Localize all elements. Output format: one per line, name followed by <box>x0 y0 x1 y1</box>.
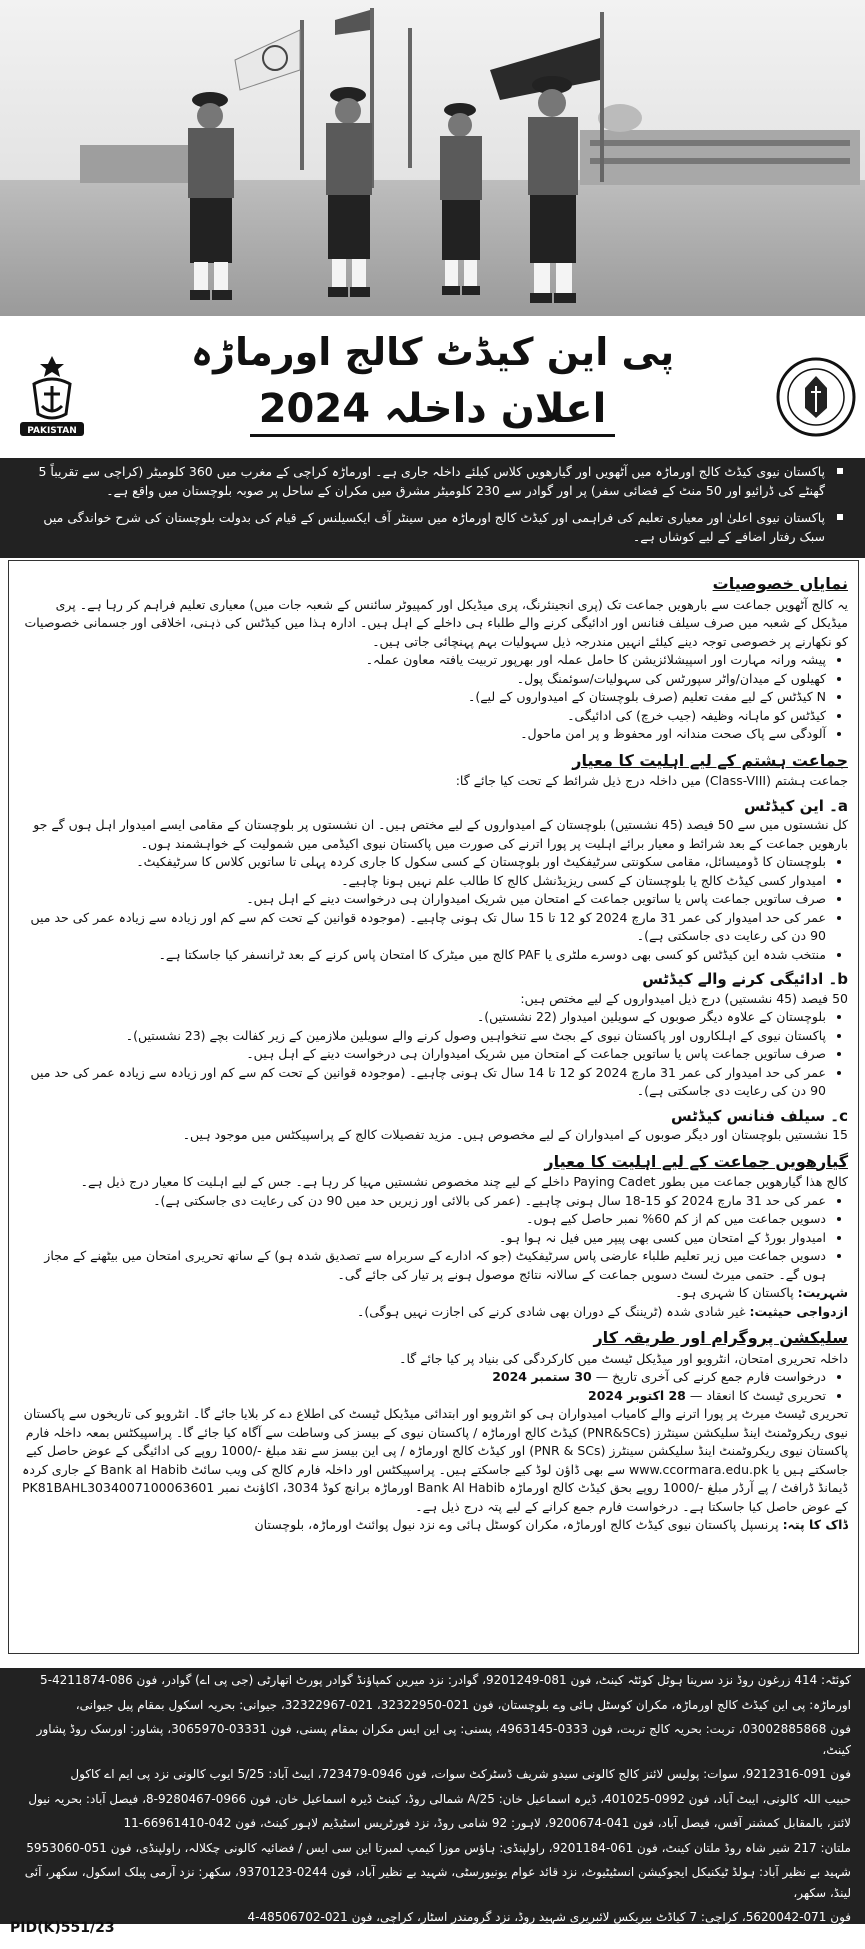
footer-line: کسی بھی قسم کی معلومات کے لیے رابطہ نمبرز 021-32322950، 021-32322967 <box>420 1934 851 1949</box>
date-value: 28 اکتوبر 2024 <box>588 1387 686 1403</box>
title-section <box>0 316 865 458</box>
list-item: • پیشہ ورانہ مہارت اور اسپیشلائزیشن کا حامل عملہ اور بھرپور تربیت یافتہ معاون عملہ۔ <box>19 651 826 670</box>
features-list <box>19 651 848 744</box>
pakistan-navy-logo-icon <box>14 350 90 440</box>
pid-number: PID(K)551/23 <box>10 1920 115 1936</box>
list-item: • N کیڈٹس کے لیے مفت تعلیم (صرف بلوچستان کے امیدواروں کے لیے)۔ <box>19 688 826 707</box>
footer-line: فون 071-5620042، کراچی: 7 کیاڈٹ بیریکس لائبریری شہید روڈ، نزد گرومندر اسٹار، کراچی، فون 021-48506702-4 <box>247 1910 851 1924</box>
list-item: • عمر کی حد امیدوار کی عمر 31 مارچ 2024 کو 12 تا 15 سال تک ہونی چاہیے۔ (موجودہ قوانین کے تحت کم سے کم اور زیادہ سے زیادہ عمر کی حد میں 90 دن کی رعایت دی جاسکتی ہے)۔ <box>19 909 826 946</box>
footer-line: ملتان: 217 شیر شاہ روڈ ملتان کینٹ، فون 061-9201184، راولپنڈی: ہاؤس موزا کیمپ لمبرتا این سی ایس / فضائیہ کالونی چکلالہ، راولپنڈی، فون 051-5953060 <box>26 1840 851 1855</box>
list-item: • پاکستان نیوی کے اہلکاروں اور پاکستان نیوی کے بجٹ سے تنخواہیں وصول کرنے والے سویلین ملازمین کے زیر کفالت بچے (23 نشستیں)۔ <box>19 1027 826 1046</box>
intro-paragraph: پاکستان نیوی کیڈٹ کالج اورماڑہ میں آٹھویں اور گیارھویں کلاس کیلئے داخلہ جاری ہے۔ اورماڑہ کراچی کے مغرب میں 360 کلومیٹر (کراچی سے تقریباً 5 گھنٹے کی ڈرائیو اور 50 منٹ کے فضائی سفر) پر اور گوادر سے 230 کلومیٹر مشرق میں مکران کے ساحل پر صوبہ بلوچستان میں واقع ہے۔ <box>0 458 865 504</box>
footer-line: فون 03002885868، تربت: بحریہ کالج تربت، فون 0333-4963145، پسنی: پی این ایس مکران بمقام پسنی، فون 03331-3065970، پشاور: اورسک روڈ پشاور کینٹ، <box>36 1722 851 1757</box>
page-title: پی این کیڈٹ کالج اورماڑہ <box>190 330 675 374</box>
address-value: پرنسپل پاکستان نیوی کیڈٹ کالج اورماڑہ، مکران کوسٹل ہائی وے نزد نیول پوائنٹ اورماڑہ، بلوچستان <box>254 1517 779 1532</box>
date-label: درخواست فارم جمع کرنے کی آخری تاریخ <box>612 1369 826 1384</box>
class8-a-list <box>19 853 848 964</box>
list-item: • دسویں جماعت میں زیر تعلیم طلباء عارضی پاس سرٹیفکیٹ (جو کہ ادارے کے سربراہ سے تصدیق شدہ ہو) کے ساتھ تحریری امتحان میں بیٹھنے کے مجاز ہوں گے۔ حتمی میرٹ لسٹ دسویں جماعت کے سالانہ نتائج موصول ہونے پر تیار کی جائے گی۔ <box>19 1247 826 1284</box>
college-crest-icon <box>775 356 857 438</box>
logo-left-text: PAKISTAN <box>27 426 77 436</box>
selection-heading: سلیکشن پروگرام اور طریقہ کار <box>593 1328 848 1347</box>
footer-line: کوئٹہ: 414 زرغون روڈ نزد سرینا ہوٹل کوئٹہ کینٹ، فون 081-9201249، گوادر: نزد میرین کمپاؤنڈ گوادر پورٹ اتھارٹی (جی پی اے) گوادر، فون 086-4211874-5 <box>40 1673 851 1687</box>
citizenship-value: پاکستان کا شہری ہو۔ <box>675 1285 794 1300</box>
list-item: • صرف ساتویں جماعت پاس یا ساتویں جماعت کے امتحان میں شریک امیدواران ہی درخواست دینے کے اہل ہیں۔ <box>19 1045 826 1064</box>
list-item: • آلودگی سے پاک صحت مندانہ اور محفوظ و پر امن ماحول۔ <box>19 725 826 744</box>
footer-line: شہید بے نظیر آباد: ہولڈ ٹیکنیکل ایجوکیشن انسٹیٹیوٹ، نزد قائد عوام یونیورسٹی، شہید بے نظیر آباد، فون 0244-9370123، سکھر: نزد آرمی پبلک اسکول، سکھر، آئی لینڈ، سکھر، <box>24 1865 851 1900</box>
intro-paragraph: پاکستان نیوی اعلیٰ اور معیاری تعلیم کی فراہمی اور کیڈٹ کالج اورماڑہ میں سینٹر آف ایکسیلنس کے قیام کی بدولت بلوچستان کی شرح خواندگی میں سبک رفتار اضافے کے لیے کوشاں ہے۔ <box>0 504 865 550</box>
footer-line: لائنز، بالمقابل کمشنر آفس، فیصل آباد، فون 041-9200674، لاہور: 92 شامی روڈ، نزد فورٹریس اسٹیڈیم لاہور کینٹ، فون 042-66961410-11 <box>123 1816 851 1830</box>
list-item: • کھیلوں کے میدان/واٹر سپورٹس کی سہولیات/سوئمنگ پول۔ <box>19 670 826 689</box>
footer-line: اورماڑہ: پی این کیڈٹ کالج اورماڑہ، مکران کوسٹل ہائی وے بلوچستان، فون 021-32322950، 021-32322967، جیوانی: بحریہ اسکول بمقام پیل جیوانی، <box>75 1697 851 1712</box>
date-item: • تحریری ٹیسٹ کا انعقاد — 28 اکتوبر 2024 <box>19 1387 826 1406</box>
footer-line: حبیب اللہ کالونی، ایبٹ آباد، فون 0992-401025، ڈیرہ اسماعیل خان: 25/A شمالی روڈ، کینٹ ڈیرہ اسماعیل خان، فون 0966-9280467-8، فیصل آباد: بحریہ نیول <box>28 1791 851 1806</box>
list-item: • عمر کی حد امیدوار کی عمر 31 مارچ 2024 کو 12 تا 14 سال تک ہونی چاہیے۔ (موجودہ قوانین کے تحت کم سے کم اور زیادہ سے زیادہ عمر کی حد میں 90 دن کی رعایت دی جاسکتی ہے)۔ <box>19 1064 826 1101</box>
address-label: ڈاک کا پتہ: <box>782 1517 848 1532</box>
class8-c-text: 15 نشستیں بلوچستان اور دیگر صوبوں کے امیدواران کے لیے مخصوص ہیں۔ مزید تفصیلات کالج کے پراسپیکٹس میں موجود ہیں۔ <box>182 1127 848 1142</box>
page-subtitle: اعلان داخلہ 2024 <box>250 386 615 437</box>
list-item: • امیدوار کسی کیڈٹ کالج یا بلوچستان کے کسی ریزیڈنشل کالج کا طالب علم نہیں ہونا چاہیے۔ <box>19 872 826 891</box>
selection-lead: داخلہ تحریری امتحان، انٹرویو اور میڈیکل ٹیسٹ میں کارکردگی کی بنیاد پر کیا جائے گا۔ <box>399 1350 848 1366</box>
main-content <box>8 560 859 1654</box>
class8-b-title: b۔ ادائیگی کرنے والے کیڈٹس <box>642 970 848 988</box>
date-label: تحریری ٹیسٹ کا انعقاد <box>706 1387 826 1403</box>
address-row <box>19 1516 848 1535</box>
cadets-photo <box>0 0 865 316</box>
date-item: • درخواست فارم جمع کرنے کی آخری تاریخ — 30 ستمبر 2024 <box>19 1368 826 1387</box>
intro-section <box>0 458 865 558</box>
list-item: • بلوچستان کا ڈومیسائل، مقامی سکونتی سرٹیفکیٹ اور بلوچستان کے کسی سکول کا جاری کردہ پہلی تا ساتویں کلاس کا سرٹیفکیٹ۔ <box>19 853 826 872</box>
citizenship-label: شہریت: <box>797 1285 848 1300</box>
marital-row <box>19 1303 848 1322</box>
list-item: • منتخب شدہ این کیڈٹس کو کسی بھی دوسرے ملٹری یا PAF کالج میں میٹرک کا امتحان پاس کرنے کے بعد ٹرانسفر کیا جاسکتا ہے۔ <box>19 946 826 965</box>
class8-c-title: c۔ سیلف فنانس کیڈٹس <box>671 1106 848 1125</box>
citizenship-row <box>19 1284 848 1303</box>
selection-dates <box>19 1368 848 1405</box>
list-item: • امیدوار بورڈ کے امتحان میں کسی بھی پیپر میں فیل نہ ہوا ہو۔ <box>19 1229 826 1248</box>
class8-intro: جماعت ہشتم (Class-VIII) میں داخلہ درج ذیل شرائط کے تحت کیا جائے گا: <box>455 773 848 788</box>
list-item: • کیڈٹس کو ماہانہ وظیفہ (جیب خرچ) کی ادائیگی۔ <box>19 707 826 726</box>
class11-lead: کالج ھذا گیارھویں جماعت میں بطور Paying Cadet داخلے کے لیے چند مخصوص نشستیں مہیا کر رہا ہے۔ جس کے لیے اہلیت کا معیار درج ذیل ہے۔ <box>80 1174 848 1189</box>
class11-heading: گیارھویں جماعت کے لیے اہلیت کا معیار <box>544 1151 848 1171</box>
class8-heading: جماعت ہشتم کے لیے اہلیت کا معیار <box>572 750 848 770</box>
class8-a-text: کل نشستوں میں سے 50 فیصد (45 نشستیں) بلوچستان کے امیدواروں کے لیے مختص ہیں۔ ان نشستوں پر بلوچستان کے مقامی ایسے امیدوار اہل ہوں گے جو بارھویں جماعت کے بعد شرائط و معیار برائے اہلیت پر پورا اترنے کی صورت میں پاکستان نیوی اکیڈمی میں شمولیت کے خواہشمند ہوں۔ <box>33 817 848 851</box>
class8-a-title: a۔ این کیڈٹس <box>744 796 848 815</box>
class8-b-text: 50 فیصد (45 نشستیں) درج ذیل امیدواروں کے لیے مختص ہیں: <box>520 990 848 1006</box>
footer-line: فون 091-9212316، سوات: پولیس لائنز کالج کالونی سیدو شریف ڈسٹرکٹ سوات، فون 0946-723479، ایبٹ آباد: 5/25 ایوب کالونی نزد پی ایم اے کاکول <box>70 1767 851 1781</box>
features-text: یہ کالج آٹھویں جماعت سے بارھویں جماعت تک (پری انجینئرنگ، پری میڈیکل اور کمپیوٹر سائنس کے شعبہ جات میں) معیاری تعلیم فراہم کر رہا ہے۔ پری میڈیکل کے شعبہ میں صرف سیلف فنانس اور ادائیگی کرنے والے طلباء ہی داخلے کے اہل ہیں۔ ادارہ ہذا میں کیڈٹس کی ذہنی، اخلاقی اور جسمانی خصوصیات کو نکھارنے پر خصوصی توجہ دینے کیلئے انہیں مندرجہ ذیل سہولیات بہم پہنچائی جاتی ہیں۔ <box>24 596 848 649</box>
list-item: • بلوچستان کے علاوہ دیگر صوبوں کے سویلین امیدوار (22 نشستیں)۔ <box>19 1008 826 1027</box>
marital-value: غیر شادی شدہ (ٹریننگ کے دوران بھی شادی کرنے کی اجازت نہیں ہوگی)۔ <box>357 1303 746 1319</box>
list-item: • صرف ساتویں جماعت پاس یا ساتویں جماعت کے امتحان میں شریک امیدواران ہی درخواست دینے کے اہل ہیں۔ <box>19 890 826 909</box>
features-heading: نمایاں خصوصیات <box>712 574 848 593</box>
class8-b-list <box>19 1008 848 1101</box>
selection-text: تحریری ٹیسٹ میرٹ پر پورا اترنے والے کامیاب امیدواران ہی کو انٹرویو اور ابتدائی میڈیکل ٹیسٹ کی اطلاع دے کر بلایا جائے گا۔ انٹرویو کی تاریخوں سے پاکستان نیوی ریکروٹمنٹ اینڈ سلیکشن سینٹرز (PNR&SCs) کیڈٹ کالج اورماڑہ / پاکستان نیوی کے بیسز کی وساطت سے آگاہ کیا جائے گا۔ پراسپیکٹس بمعہ داخلہ فارم پاکستان نیوی ریکروٹمنٹ اینڈ سلیکشن سینٹرز (PNR & SCs) اور کیڈٹ کالج اورماڑہ / پی این بیسز سے نقد مبلغ -/1000 روپے کی ادائیگی کے عوض حاصل کیے جاسکتے ہیں یا www.ccormara.edu.pk سے بھی ڈاؤن لوڈ کیے جاسکتے ہیں۔ پراسپیکٹس اور داخلہ فارم کالج کی ویب سائٹ Bank al Habib کے جاری کردہ ڈیمانڈ ڈرافٹ / پے آرڈر مبلغ -/1000 روپے بحق کیڈٹ کالج اورماڑہ Bank Al Habib اورماڑہ برانچ کوڈ 3034، اکاؤنٹ نمبر PK81BAHL3034007100063601 کے عوض حاصل کیا جاسکتا ہے۔ درخواست فارم جمع کرانے کے لیے پتہ درج ذیل ہے۔ <box>21 1406 848 1514</box>
date-value: 30 ستمبر 2024 <box>492 1369 592 1384</box>
marital-label: ازدواجی حیثیت: <box>749 1303 848 1319</box>
list-item: • عمر کی حد 31 مارچ 2024 کو 15-18 سال ہونی چاہیے۔ (عمر کی بالائی اور زیریں حد میں 90 دن کی رعایت دی جاسکتی ہے)۔ <box>19 1192 826 1211</box>
list-item: • دسویں جماعت میں کم از کم 60% نمبر حاصل کیے ہوں۔ <box>19 1210 826 1229</box>
class11-list <box>19 1192 848 1285</box>
